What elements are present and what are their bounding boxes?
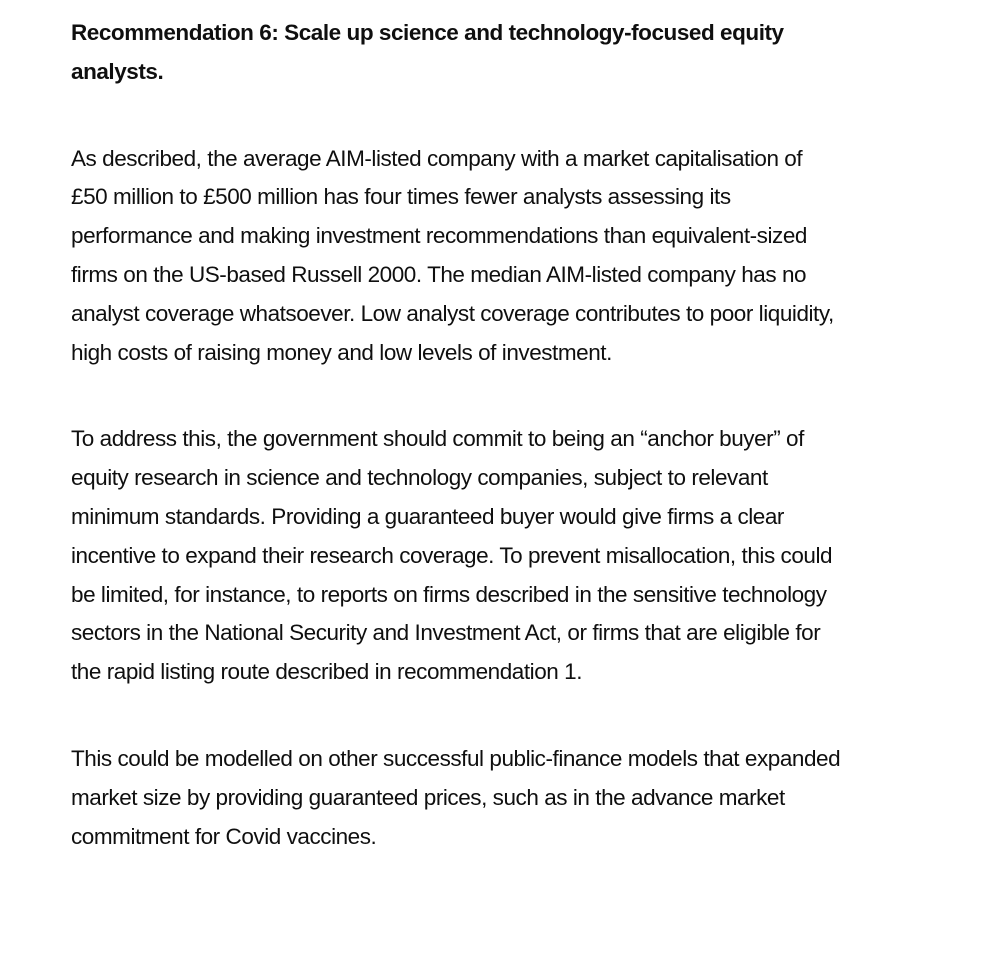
paragraph-analyst-coverage: As described, the average AIM-listed company with a market capitalisation of £50 million to £500 million has four times fewer analysts assessing its performance and making investment recommendations than equivalent-sized firms on the US-based Russell 2000. The median AIM-listed company has no analyst coverage whatsoever. Low analyst coverage contributes to poor liquidity, high costs of raising money and low levels of investment.: [71, 145, 834, 365]
recommendation-heading: Recommendation 6: Scale up science and technology-focused equity analysts.: [71, 20, 784, 84]
paragraph-public-finance-models: This could be modelled on other successful public-finance models that expanded market size by providing guaranteed prices, such as in the advance market commitment for Covid vaccines.: [71, 745, 841, 849]
paragraph-anchor-buyer: To address this, the government should commit to being an “anchor buyer” of equity research in science and technology companies, subject to relevant minimum standards. Providing a guaranteed buyer would give firms a clear incentive to expand their research coverage. To prevent misallocation, this could be limited, for instance, to reports on firms described in the sensitive technology sectors in the National Security and Investment Act, or firms that are eligible for the rapid listing route described in recommendation 1.: [71, 426, 833, 685]
article-body: [71, 14, 841, 856]
